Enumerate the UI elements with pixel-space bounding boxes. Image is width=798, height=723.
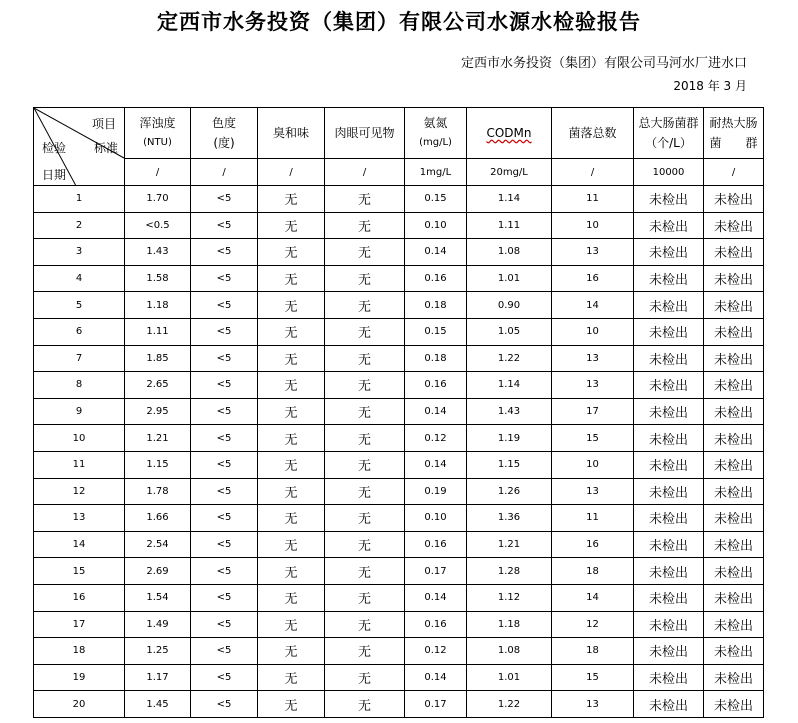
total-coliforms-cell: 未检出 xyxy=(634,292,704,319)
table-row xyxy=(34,292,764,319)
thermotolerant-coliforms-cell: 未检出 xyxy=(704,584,764,611)
turbidity-cell: <0.5 xyxy=(125,212,191,239)
color-cell: <5 xyxy=(191,292,258,319)
odor-taste-cell: 无 xyxy=(258,265,325,292)
visible-matter-cell: 无 xyxy=(325,345,405,372)
thermotolerant-coliforms-cell: 未检出 xyxy=(704,345,764,372)
codmn-cell: 1.19 xyxy=(467,425,552,452)
colony-count-cell: 12 xyxy=(552,611,634,638)
turbidity-cell: 1.85 xyxy=(125,345,191,372)
standard-cell: 1mg/L xyxy=(405,159,467,186)
row-date-cell: 15 xyxy=(34,558,125,585)
thermotolerant-coliforms-cell: 未检出 xyxy=(704,372,764,399)
ammonia-nitrogen-cell: 0.17 xyxy=(405,558,467,585)
standard-cell: 20mg/L xyxy=(467,159,552,186)
ammonia-nitrogen-cell: 0.10 xyxy=(405,212,467,239)
codmn-cell: 1.15 xyxy=(467,451,552,478)
table-row xyxy=(34,265,764,292)
turbidity-cell: 1.66 xyxy=(125,505,191,532)
ammonia-nitrogen-cell: 0.17 xyxy=(405,691,467,718)
turbidity-cell: 2.65 xyxy=(125,372,191,399)
thermotolerant-coliforms-cell: 未检出 xyxy=(704,186,764,213)
row-date-cell: 4 xyxy=(34,265,125,292)
ammonia-nitrogen-cell: 0.19 xyxy=(405,478,467,505)
turbidity-cell: 1.21 xyxy=(125,425,191,452)
codmn-cell: 1.14 xyxy=(467,186,552,213)
color-cell: <5 xyxy=(191,478,258,505)
turbidity-cell: 1.54 xyxy=(125,584,191,611)
colony-count-cell: 15 xyxy=(552,425,634,452)
corner-label-date: 日期 xyxy=(42,168,67,182)
ammonia-nitrogen-cell: 0.12 xyxy=(405,425,467,452)
odor-taste-cell: 无 xyxy=(258,372,325,399)
color-cell: <5 xyxy=(191,372,258,399)
codmn-cell: 1.08 xyxy=(467,239,552,266)
visible-matter-cell: 无 xyxy=(325,664,405,691)
total-coliforms-cell: 未检出 xyxy=(634,239,704,266)
odor-taste-cell: 无 xyxy=(258,292,325,319)
thermotolerant-coliforms-cell: 未检出 xyxy=(704,425,764,452)
total-coliforms-cell: 未检出 xyxy=(634,691,704,718)
column-header-ammonia-nitrogen: 氨氮 (mg/L) xyxy=(405,108,467,159)
row-date-cell: 12 xyxy=(34,478,125,505)
row-date-cell: 2 xyxy=(34,212,125,239)
row-date-cell: 9 xyxy=(34,398,125,425)
odor-taste-cell: 无 xyxy=(258,611,325,638)
row-date-cell: 8 xyxy=(34,372,125,399)
colony-count-cell: 18 xyxy=(552,638,634,665)
visible-matter-cell: 无 xyxy=(325,558,405,585)
row-date-cell: 19 xyxy=(34,664,125,691)
total-coliforms-cell: 未检出 xyxy=(634,186,704,213)
standard-cell: / xyxy=(258,159,325,186)
standards-row xyxy=(34,159,764,186)
visible-matter-cell: 无 xyxy=(325,265,405,292)
column-header-colony-count: 菌落总数 xyxy=(552,108,634,159)
report-date: 2018 年 3 月 xyxy=(673,79,747,93)
visible-matter-cell: 无 xyxy=(325,611,405,638)
row-date-cell: 10 xyxy=(34,425,125,452)
codmn-cell: 1.14 xyxy=(467,372,552,399)
row-date-cell: 13 xyxy=(34,505,125,532)
ammonia-nitrogen-cell: 0.15 xyxy=(405,318,467,345)
row-date-cell: 20 xyxy=(34,691,125,718)
odor-taste-cell: 无 xyxy=(258,186,325,213)
ammonia-nitrogen-cell: 0.18 xyxy=(405,292,467,319)
column-header-thermotolerant-coliforms: 耐热大肠 菌 群 xyxy=(704,108,764,159)
visible-matter-cell: 无 xyxy=(325,239,405,266)
colony-count-cell: 13 xyxy=(552,478,634,505)
color-cell: <5 xyxy=(191,558,258,585)
visible-matter-cell: 无 xyxy=(325,584,405,611)
codmn-cell: 1.12 xyxy=(467,584,552,611)
color-cell: <5 xyxy=(191,318,258,345)
color-cell: <5 xyxy=(191,531,258,558)
row-date-cell: 16 xyxy=(34,584,125,611)
color-cell: <5 xyxy=(191,611,258,638)
ammonia-nitrogen-cell: 0.16 xyxy=(405,372,467,399)
colony-count-cell: 18 xyxy=(552,558,634,585)
ammonia-nitrogen-cell: 0.14 xyxy=(405,451,467,478)
table-row xyxy=(34,691,764,718)
turbidity-cell: 1.11 xyxy=(125,318,191,345)
odor-taste-cell: 无 xyxy=(258,345,325,372)
row-date-cell: 17 xyxy=(34,611,125,638)
ammonia-nitrogen-cell: 0.12 xyxy=(405,638,467,665)
row-date-cell: 6 xyxy=(34,318,125,345)
table-row xyxy=(34,664,764,691)
table-row xyxy=(34,372,764,399)
colony-count-cell: 13 xyxy=(552,691,634,718)
thermotolerant-coliforms-cell: 未检出 xyxy=(704,531,764,558)
standard-cell: / xyxy=(704,159,764,186)
table-body xyxy=(34,186,764,718)
visible-matter-cell: 无 xyxy=(325,398,405,425)
report-title: 定西市水务投资（集团）有限公司水源水检验报告 xyxy=(157,10,641,34)
visible-matter-cell: 无 xyxy=(325,425,405,452)
total-coliforms-cell: 未检出 xyxy=(634,398,704,425)
colony-count-cell: 14 xyxy=(552,584,634,611)
total-coliforms-cell: 未检出 xyxy=(634,664,704,691)
turbidity-cell: 2.95 xyxy=(125,398,191,425)
thermotolerant-coliforms-cell: 未检出 xyxy=(704,292,764,319)
turbidity-cell: 1.43 xyxy=(125,239,191,266)
table-row xyxy=(34,318,764,345)
odor-taste-cell: 无 xyxy=(258,558,325,585)
codmn-cell: 1.21 xyxy=(467,531,552,558)
table-row xyxy=(34,239,764,266)
colony-count-cell: 11 xyxy=(552,505,634,532)
codmn-cell: 1.05 xyxy=(467,318,552,345)
total-coliforms-cell: 未检出 xyxy=(634,265,704,292)
total-coliforms-cell: 未检出 xyxy=(634,505,704,532)
total-coliforms-cell: 未检出 xyxy=(634,611,704,638)
total-coliforms-cell: 未检出 xyxy=(634,318,704,345)
visible-matter-cell: 无 xyxy=(325,372,405,399)
codmn-cell: 1.11 xyxy=(467,212,552,239)
table-row xyxy=(34,584,764,611)
total-coliforms-cell: 未检出 xyxy=(634,531,704,558)
turbidity-cell: 1.70 xyxy=(125,186,191,213)
colony-count-cell: 11 xyxy=(552,186,634,213)
colony-count-cell: 10 xyxy=(552,212,634,239)
odor-taste-cell: 无 xyxy=(258,318,325,345)
codmn-cell: 1.08 xyxy=(467,638,552,665)
corner-label-item: 项目 xyxy=(91,117,116,131)
report-subtitle: 定西市水务投资（集团）有限公司马河水厂进水口 xyxy=(460,56,747,71)
thermotolerant-coliforms-cell: 未检出 xyxy=(704,265,764,292)
turbidity-cell: 2.69 xyxy=(125,558,191,585)
odor-taste-cell: 无 xyxy=(258,239,325,266)
table-row xyxy=(34,425,764,452)
turbidity-cell: 1.58 xyxy=(125,265,191,292)
ammonia-nitrogen-cell: 0.16 xyxy=(405,531,467,558)
color-cell: <5 xyxy=(191,638,258,665)
total-coliforms-cell: 未检出 xyxy=(634,372,704,399)
total-coliforms-cell: 未检出 xyxy=(634,638,704,665)
column-header-total-coliforms: 总大肠菌群 （个/L） xyxy=(634,108,704,159)
corner-label-test: 检验 xyxy=(42,141,67,155)
visible-matter-cell: 无 xyxy=(325,212,405,239)
turbidity-cell: 1.25 xyxy=(125,638,191,665)
total-coliforms-cell: 未检出 xyxy=(634,558,704,585)
thermotolerant-coliforms-cell: 未检出 xyxy=(704,478,764,505)
odor-taste-cell: 无 xyxy=(258,451,325,478)
colony-count-cell: 10 xyxy=(552,451,634,478)
colony-count-cell: 16 xyxy=(552,531,634,558)
standard-cell: / xyxy=(325,159,405,186)
total-coliforms-cell: 未检出 xyxy=(634,345,704,372)
thermotolerant-coliforms-cell: 未检出 xyxy=(704,451,764,478)
codmn-cell: 1.01 xyxy=(467,265,552,292)
odor-taste-cell: 无 xyxy=(258,664,325,691)
color-cell: <5 xyxy=(191,212,258,239)
color-cell: <5 xyxy=(191,664,258,691)
turbidity-cell: 2.54 xyxy=(125,531,191,558)
standard-cell: / xyxy=(552,159,634,186)
thermotolerant-coliforms-cell: 未检出 xyxy=(704,505,764,532)
color-cell: <5 xyxy=(191,505,258,532)
odor-taste-cell: 无 xyxy=(258,691,325,718)
codmn-cell: 1.22 xyxy=(467,691,552,718)
codmn-cell: 0.90 xyxy=(467,292,552,319)
table-row xyxy=(34,186,764,213)
color-cell: <5 xyxy=(191,425,258,452)
column-header-odor-taste: 臭和味 xyxy=(258,108,325,159)
thermotolerant-coliforms-cell: 未检出 xyxy=(704,664,764,691)
turbidity-cell: 1.78 xyxy=(125,478,191,505)
ammonia-nitrogen-cell: 0.14 xyxy=(405,398,467,425)
ammonia-nitrogen-cell: 0.14 xyxy=(405,239,467,266)
visible-matter-cell: 无 xyxy=(325,638,405,665)
colony-count-cell: 15 xyxy=(552,664,634,691)
thermotolerant-coliforms-cell: 未检出 xyxy=(704,638,764,665)
table-corner-header xyxy=(34,108,125,186)
turbidity-cell: 1.17 xyxy=(125,664,191,691)
odor-taste-cell: 无 xyxy=(258,398,325,425)
colony-count-cell: 16 xyxy=(552,265,634,292)
turbidity-cell: 1.18 xyxy=(125,292,191,319)
column-header-color: 色度 (度) xyxy=(191,108,258,159)
ammonia-nitrogen-cell: 0.14 xyxy=(405,664,467,691)
colony-count-cell: 17 xyxy=(552,398,634,425)
colony-count-cell: 14 xyxy=(552,292,634,319)
ammonia-nitrogen-cell: 0.15 xyxy=(405,186,467,213)
total-coliforms-cell: 未检出 xyxy=(634,212,704,239)
color-cell: <5 xyxy=(191,186,258,213)
color-cell: <5 xyxy=(191,265,258,292)
row-date-cell: 11 xyxy=(34,451,125,478)
thermotolerant-coliforms-cell: 未检出 xyxy=(704,611,764,638)
standard-cell: / xyxy=(125,159,191,186)
ammonia-nitrogen-cell: 0.10 xyxy=(405,505,467,532)
odor-taste-cell: 无 xyxy=(258,212,325,239)
table-row xyxy=(34,345,764,372)
colony-count-cell: 13 xyxy=(552,345,634,372)
turbidity-cell: 1.15 xyxy=(125,451,191,478)
total-coliforms-cell: 未检出 xyxy=(634,425,704,452)
table-row xyxy=(34,611,764,638)
odor-taste-cell: 无 xyxy=(258,425,325,452)
colony-count-cell: 13 xyxy=(552,372,634,399)
thermotolerant-coliforms-cell: 未检出 xyxy=(704,318,764,345)
color-cell: <5 xyxy=(191,584,258,611)
color-cell: <5 xyxy=(191,398,258,425)
table-row xyxy=(34,558,764,585)
row-date-cell: 1 xyxy=(34,186,125,213)
color-cell: <5 xyxy=(191,239,258,266)
codmn-cell: 1.28 xyxy=(467,558,552,585)
total-coliforms-cell: 未检出 xyxy=(634,584,704,611)
color-cell: <5 xyxy=(191,451,258,478)
total-coliforms-cell: 未检出 xyxy=(634,451,704,478)
turbidity-cell: 1.45 xyxy=(125,691,191,718)
visible-matter-cell: 无 xyxy=(325,691,405,718)
column-header-turbidity: 浑浊度 (NTU) xyxy=(125,108,191,159)
ammonia-nitrogen-cell: 0.14 xyxy=(405,584,467,611)
table-row xyxy=(34,638,764,665)
row-date-cell: 14 xyxy=(34,531,125,558)
table-row xyxy=(34,531,764,558)
odor-taste-cell: 无 xyxy=(258,584,325,611)
total-coliforms-cell: 未检出 xyxy=(634,478,704,505)
visible-matter-cell: 无 xyxy=(325,451,405,478)
standard-cell: / xyxy=(191,159,258,186)
colony-count-cell: 13 xyxy=(552,239,634,266)
color-cell: <5 xyxy=(191,345,258,372)
corner-label-standard: 标准 xyxy=(93,141,118,155)
water-quality-table xyxy=(33,107,764,718)
row-date-cell: 3 xyxy=(34,239,125,266)
thermotolerant-coliforms-cell: 未检出 xyxy=(704,558,764,585)
odor-taste-cell: 无 xyxy=(258,531,325,558)
codmn-cell: 1.26 xyxy=(467,478,552,505)
column-header-codmn: CODMn xyxy=(467,108,552,159)
table-row xyxy=(34,505,764,532)
thermotolerant-coliforms-cell: 未检出 xyxy=(704,212,764,239)
visible-matter-cell: 无 xyxy=(325,186,405,213)
column-header-visible-matter: 肉眼可见物 xyxy=(325,108,405,159)
visible-matter-cell: 无 xyxy=(325,478,405,505)
row-date-cell: 7 xyxy=(34,345,125,372)
odor-taste-cell: 无 xyxy=(258,505,325,532)
thermotolerant-coliforms-cell: 未检出 xyxy=(704,691,764,718)
thermotolerant-coliforms-cell: 未检出 xyxy=(704,398,764,425)
odor-taste-cell: 无 xyxy=(258,478,325,505)
codmn-cell: 1.43 xyxy=(467,398,552,425)
row-date-cell: 5 xyxy=(34,292,125,319)
table-row xyxy=(34,451,764,478)
ammonia-nitrogen-cell: 0.16 xyxy=(405,265,467,292)
codmn-cell: 1.22 xyxy=(467,345,552,372)
table-row xyxy=(34,212,764,239)
odor-taste-cell: 无 xyxy=(258,638,325,665)
ammonia-nitrogen-cell: 0.18 xyxy=(405,345,467,372)
visible-matter-cell: 无 xyxy=(325,505,405,532)
table-row xyxy=(34,398,764,425)
codmn-cell: 1.01 xyxy=(467,664,552,691)
codmn-cell: 1.18 xyxy=(467,611,552,638)
standard-cell: 10000 xyxy=(634,159,704,186)
ammonia-nitrogen-cell: 0.16 xyxy=(405,611,467,638)
visible-matter-cell: 无 xyxy=(325,318,405,345)
codmn-cell: 1.36 xyxy=(467,505,552,532)
thermotolerant-coliforms-cell: 未检出 xyxy=(704,239,764,266)
color-cell: <5 xyxy=(191,691,258,718)
table-row xyxy=(34,478,764,505)
visible-matter-cell: 无 xyxy=(325,531,405,558)
row-date-cell: 18 xyxy=(34,638,125,665)
turbidity-cell: 1.49 xyxy=(125,611,191,638)
visible-matter-cell: 无 xyxy=(325,292,405,319)
colony-count-cell: 10 xyxy=(552,318,634,345)
